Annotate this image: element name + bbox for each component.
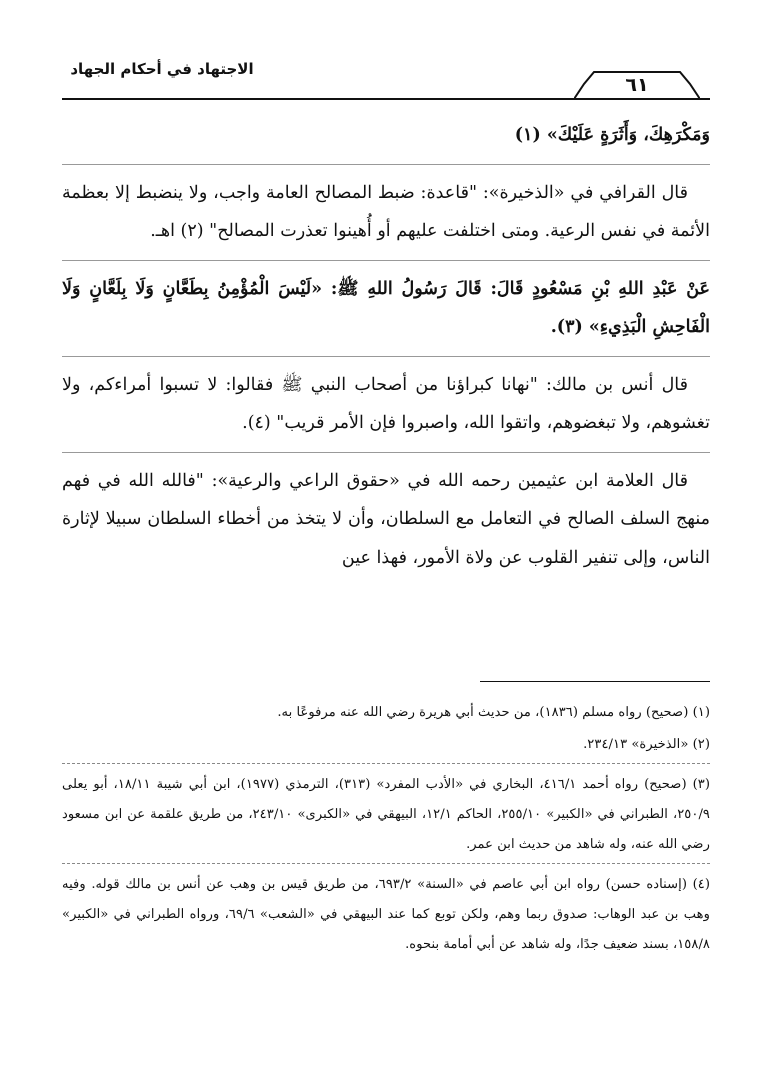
paragraph-uthaymeen-quote: قال العلامة ابن عثيمين رحمه الله في «حقوق الراعي والرعية»: "فالله الله في فهم منهج السلف الصالح في التعامل مع السلطان، وأن لا يتخذ من أخطاء السلطان سبيلا لإثارة الناس، وإلى تنفير القلوب عن ولاة الأمور، فهذا عين [62,470,710,568]
footnotes [62,698,710,962]
paragraph-qarafi-quote: قال القرافي في «الذخيرة»: "قاعدة: ضبط المصالح العامة واجب، ولا ينضبط إلا بعظمة الأئمة في نفس الرعية. ومتى اختلفت عليهم أو أُهينوا تعذرت المصالح" (٢) اهـ. [62,182,710,241]
paragraph-hadith-ending: وَمَكْرَهِكَ، وَأَثَرَةٍ عَلَيْكَ» (١) [514,125,710,145]
footnote-divider [62,863,710,864]
footnote-1: (١) (صحيح) رواه مسلم (١٨٣٦)، من حديث أبي هريرة رضي الله عنه مرفوعًا به. [277,705,710,720]
footnote-2: (٢) «الذخيرة» ٢٣٤/١٣. [583,737,710,752]
footnote-divider [62,763,710,764]
paragraph-anas-quote: قال أنس بن مالك: "نهانا كبراؤنا من أصحاب النبي ﷺ فقالوا: لا تسبوا أمراءكم، ولا تغشوهم، ولا تبغضوهم، واتقوا الله، واصبروا فإن الأمر قريب" (٤). [62,374,710,433]
paragraph-divider [62,356,710,357]
running-header-title: الاجتهاد في أحكام الجهاد [70,60,254,78]
paragraph-divider [62,452,710,453]
page-number: ٦١ [625,74,649,96]
paragraph-divider [62,260,710,261]
main-text [62,116,710,577]
footnote-3: (٣) (صحيح) رواه أحمد ٤١٦/١، البخاري في «الأدب المفرد» (٣١٣)، الترمذي (١٩٧٧)، ابن أبي شيبة ١٨/١١، أبو يعلى ٢٥٠/٩، الطبراني في «الكبير» ٢٥٥/١٠، الحاكم ١٢/١، البيهقي في «الكبرى» ٢٤٣/١٠، من طريق علقمة عن ابن مسعود رضي الله عنه، وله شاهد من حديث ابن عمر. [62,777,710,852]
paragraph-hadith-ibn-masud: عَنْ عَبْدِ اللهِ بْنِ مَسْعُودٍ قَالَ: قَالَ رَسُولُ اللهِ ﷺ: «لَيْسَ الْمُؤْمِنُ بِطَعَّانٍ وَلَا بِلَعَّانٍ وَلَا الْفَاحِشِ الْبَذِيءِ» (٣). [62,278,710,337]
paragraph-divider [62,164,710,165]
footnote-rule [480,681,710,682]
header-rule [62,98,710,100]
footnote-4: (٤) (إسناده حسن) رواه ابن أبي عاصم في «السنة» ٦٩٣/٢، من طريق قيس بن وهب عن أنس بن مالك قوله. وفيه وهب بن عبد الوهاب: صدوق ربما وهم، ولكن توبع كما عند البيهقي في «الشعب» ٦٩/٦، ورواه الطبراني في «الكبير» ١٥٨/٨، بسند ضعيف جدًا، وله شاهد عن أبي أمامة بنحوه. [62,877,710,952]
